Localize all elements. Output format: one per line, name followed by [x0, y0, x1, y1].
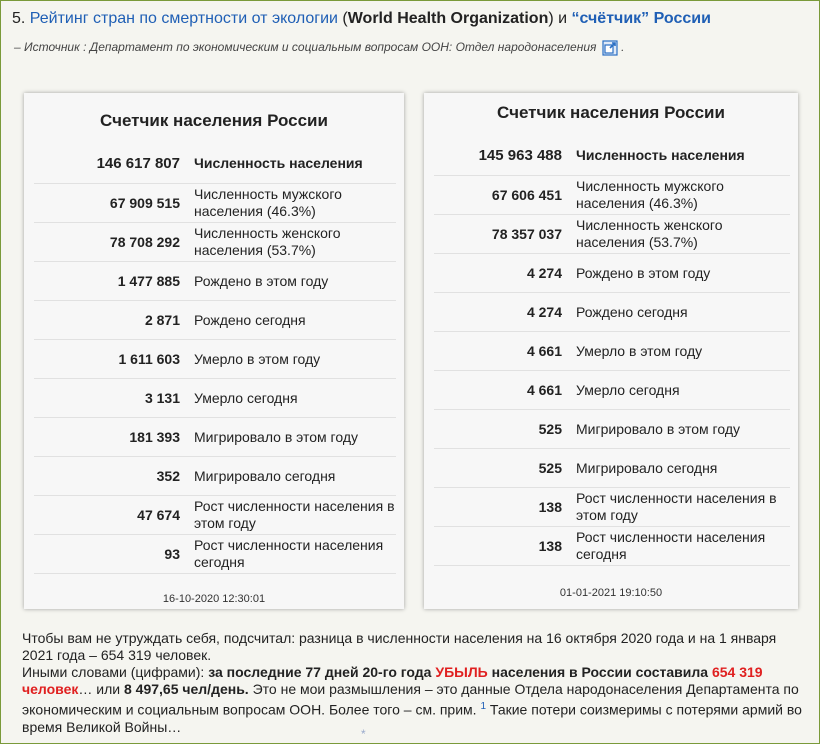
- row-label: Мигрировало сегодня: [194, 467, 336, 484]
- table-row: [434, 293, 790, 332]
- row-label: Численность населения: [576, 146, 745, 163]
- footnote-link[interactable]: 1: [480, 701, 487, 712]
- rating-link[interactable]: Рейтинг стран по смертности от экологии: [29, 10, 338, 27]
- row-label: Умерло сегодня: [194, 389, 298, 406]
- table-row: [434, 332, 790, 371]
- row-label: Рост численности населения в этом году: [194, 498, 395, 531]
- row-value: 4 661: [526, 382, 562, 398]
- row-label: Рождено в этом году: [576, 264, 711, 281]
- table-row: [34, 223, 396, 262]
- table-row: [434, 449, 790, 488]
- row-value: 352: [156, 468, 180, 484]
- table-row: [34, 340, 396, 379]
- table-row: [34, 301, 396, 340]
- row-value: 47 674: [137, 507, 180, 523]
- table-row: [434, 254, 790, 293]
- row-label: Мигрировало в этом году: [576, 420, 741, 437]
- divider-star: *: [361, 727, 366, 741]
- row-value: 3 131: [144, 390, 180, 406]
- row-label: Численность женского населения (53.7%): [576, 217, 723, 250]
- table-row: [34, 535, 396, 574]
- table-row: [34, 379, 396, 418]
- table-row: [434, 215, 790, 254]
- table-row: [434, 176, 790, 215]
- table-row: [434, 488, 790, 527]
- row-value: 67 606 451: [491, 187, 562, 203]
- row-label: Рост численности населения сегодня: [576, 529, 766, 562]
- per-day-rate: 8 497,65 чел/день.: [123, 681, 249, 697]
- summary-phrase: населения в России составила: [491, 664, 709, 680]
- row-label: Умерло сегодня: [576, 381, 680, 398]
- row-label: Мигрировало в этом году: [194, 428, 359, 445]
- row-label: Мигрировало сегодня: [576, 459, 718, 476]
- card-timestamp: 16-10-2020 12:30:01: [162, 593, 266, 605]
- table-row: [34, 496, 396, 535]
- row-label: Рождено сегодня: [194, 311, 306, 328]
- loss-amount: 654 319 человек: [22, 664, 763, 697]
- row-value: 138: [538, 538, 562, 554]
- row-value: 93: [164, 546, 180, 562]
- counter-rows: [34, 143, 396, 574]
- card-timestamp: 01-01-2021 19:10:50: [559, 587, 663, 599]
- card-title: Счетчик населения России: [497, 103, 725, 122]
- row-value: 4 661: [526, 343, 562, 359]
- heading-number: 5.: [12, 10, 26, 27]
- summary-conclusion: Такие потери соизмеримы с потерями армий во время Великой Войны…: [22, 701, 802, 735]
- heading-paren-close: ): [548, 10, 554, 27]
- loss-keyword: УБЫЛЬ: [435, 664, 488, 680]
- table-row: [34, 418, 396, 457]
- heading-and: и: [558, 10, 568, 27]
- table-row: [34, 143, 396, 184]
- summary-paragraph: [22, 630, 802, 736]
- row-value: 138: [538, 499, 562, 515]
- source-text: Источник : Департамент по экономическим и социальным вопросам ООН: Отдел народонаселения: [24, 40, 597, 55]
- row-value: 181 393: [129, 429, 180, 445]
- external-link-icon[interactable]: [602, 40, 618, 56]
- population-counter-card-2021: [424, 93, 798, 609]
- row-label: Численность мужского населения (46.3%): [194, 186, 342, 219]
- row-value: 78 708 292: [109, 234, 180, 250]
- heading-paren-open: (: [342, 10, 348, 27]
- row-label: Численность мужского населения (46.3%): [576, 178, 724, 211]
- table-row: [434, 371, 790, 410]
- row-label: Умерло в этом году: [576, 342, 703, 359]
- counter-link[interactable]: “счётчик” России: [571, 10, 711, 27]
- card-title: Счетчик населения России: [100, 111, 328, 130]
- table-row: [34, 184, 396, 223]
- summary-line-1: Чтобы вам не утруждать себя, подсчитал: разница в численности населения на 16 октября 2020 года и на 1 января 2021 года – 654 319 человек.: [22, 630, 777, 663]
- row-label: Умерло в этом году: [194, 350, 321, 367]
- source-line: [14, 40, 624, 56]
- row-value: 1 477 885: [117, 273, 180, 289]
- row-label: Численность женского населения (53.7%): [194, 225, 341, 258]
- org-name: World Health Organization: [347, 10, 549, 27]
- summary-intro: Иными словами (цифрами):: [22, 664, 205, 680]
- row-value: 525: [538, 460, 562, 476]
- row-value: 145 963 488: [478, 146, 562, 164]
- row-label: Рождено в этом году: [194, 272, 329, 289]
- row-label: Рост численности населения в этом году: [576, 490, 777, 523]
- table-row: [434, 527, 790, 566]
- table-row: [34, 457, 396, 496]
- row-value: 525: [538, 421, 562, 437]
- row-value: 2 871: [144, 312, 180, 328]
- summary-note: Это не мои размышления – это данные Отдела народонаселения Департамента по экономическим и социальным вопросам ООН. Более того – см. прим.: [22, 681, 799, 718]
- row-value: 4 274: [526, 304, 562, 320]
- row-value: 67 909 515: [109, 195, 180, 211]
- source-trailing: .: [621, 40, 625, 55]
- section-heading: [12, 10, 711, 28]
- row-label: Рождено сегодня: [576, 303, 688, 320]
- population-counter-card-2020: [24, 93, 404, 609]
- source-dash: –: [14, 40, 21, 55]
- table-row: [434, 410, 790, 449]
- row-value: 1 611 603: [118, 351, 180, 367]
- row-label: Рост численности населения сегодня: [194, 537, 384, 570]
- row-value: 146 617 807: [96, 154, 180, 172]
- summary-period: за последние 77 дней 20-го года: [208, 664, 432, 680]
- row-value: 4 274: [526, 265, 562, 281]
- row-value: 78 357 037: [491, 226, 562, 242]
- table-row: [434, 135, 790, 176]
- row-label: Численность населения: [194, 154, 363, 171]
- table-row: [34, 262, 396, 301]
- summary-line-2: [22, 664, 802, 736]
- summary-or: … или: [78, 681, 121, 697]
- counter-rows: [434, 135, 790, 566]
